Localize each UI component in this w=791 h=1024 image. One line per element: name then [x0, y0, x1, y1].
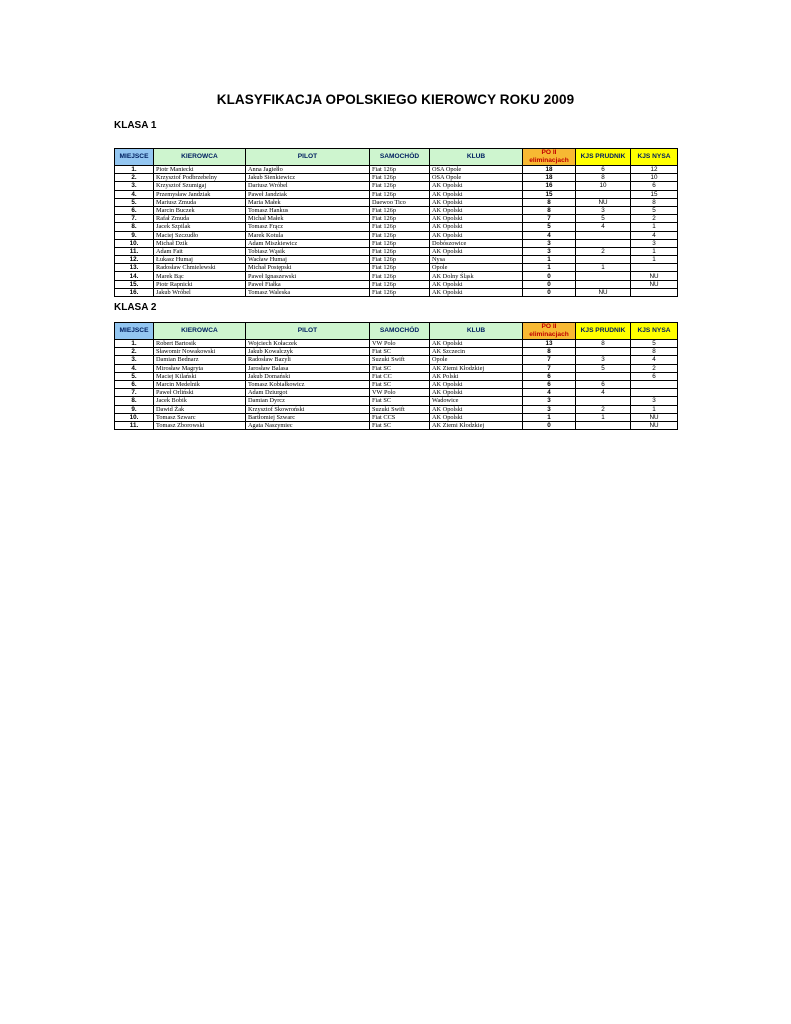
header-pilot: PILOT	[246, 323, 370, 340]
cell-kjs-prudnik	[576, 348, 631, 356]
table-row	[115, 380, 678, 388]
header-klub: KLUB	[430, 149, 523, 166]
cell-pilot: Paweł Jandziak	[246, 190, 370, 198]
cell-miejsce: 8.	[115, 397, 154, 405]
cell-klub: AK Opolski	[430, 413, 523, 421]
cell-pilot: Maria Małek	[246, 198, 370, 206]
cell-samochod: Suzuki Swift	[370, 405, 430, 413]
table-row	[115, 280, 678, 288]
cell-po-ii: 8	[523, 206, 576, 214]
table-row	[115, 174, 678, 182]
header-po-line2: eliminacjach	[529, 157, 569, 164]
cell-kierowca: Jacek Szpilak	[154, 223, 246, 231]
cell-pilot: Tomasz Waleska	[246, 288, 370, 296]
cell-samochod: Fiat 126p	[370, 215, 430, 223]
cell-kjs-nysa: 4	[631, 356, 678, 364]
table-row	[115, 182, 678, 190]
cell-samochod: Fiat CC	[370, 372, 430, 380]
table-row	[115, 364, 678, 372]
cell-kierowca: Rafał Zmuda	[154, 215, 246, 223]
cell-samochod: Fiat 126p	[370, 247, 430, 255]
cell-pilot: Wacław Humaj	[246, 256, 370, 264]
cell-po-ii: 3	[523, 239, 576, 247]
cell-miejsce: 14.	[115, 272, 154, 280]
cell-po-ii: 15	[523, 190, 576, 198]
cell-pilot: Jakub Domański	[246, 372, 370, 380]
cell-klub: OSA Opole	[430, 174, 523, 182]
cell-pilot: Jakub Sienkiewicz	[246, 174, 370, 182]
table-row	[115, 264, 678, 272]
cell-kjs-nysa	[631, 389, 678, 397]
cell-kierowca: Sławomir Nowakowski	[154, 348, 246, 356]
cell-kjs-prudnik: NU	[576, 288, 631, 296]
cell-kjs-prudnik: 8	[576, 174, 631, 182]
cell-kjs-prudnik	[576, 272, 631, 280]
cell-po-ii: 7	[523, 364, 576, 372]
cell-kjs-prudnik: 1	[576, 264, 631, 272]
cell-pilot: Michał Postępski	[246, 264, 370, 272]
klasa-1-heading: KLASA 1	[114, 120, 157, 131]
cell-kjs-nysa: 1	[631, 256, 678, 264]
cell-samochod: Fiat SC	[370, 364, 430, 372]
cell-klub: AK Opolski	[430, 215, 523, 223]
cell-kierowca: Mirosław Magryta	[154, 364, 246, 372]
cell-kjs-prudnik: 3	[576, 206, 631, 214]
table-row	[115, 166, 678, 174]
cell-kjs-prudnik: 2	[576, 247, 631, 255]
cell-klub: OSA Opole	[430, 166, 523, 174]
cell-kjs-prudnik	[576, 239, 631, 247]
cell-kjs-nysa: 8	[631, 348, 678, 356]
cell-kjs-nysa: 3	[631, 239, 678, 247]
cell-kjs-nysa: 1	[631, 247, 678, 255]
cell-kierowca: Marcin Buczek	[154, 206, 246, 214]
cell-klub: Dobószowice	[430, 239, 523, 247]
cell-pilot: Tomasz Kobiałkowicz	[246, 380, 370, 388]
header-kjs-prudnik: KJS PRUDNIK	[576, 323, 631, 340]
cell-kjs-nysa: 6	[631, 372, 678, 380]
cell-kjs-prudnik	[576, 421, 631, 429]
cell-po-ii: 7	[523, 356, 576, 364]
cell-samochod: Fiat 126p	[370, 288, 430, 296]
cell-kierowca: Krzysztof Podbrzebelny	[154, 174, 246, 182]
cell-po-ii: 4	[523, 231, 576, 239]
cell-miejsce: 7.	[115, 215, 154, 223]
cell-pilot: Paweł Fiałka	[246, 280, 370, 288]
cell-pilot: Radosław Bazyli	[246, 356, 370, 364]
cell-miejsce: 1.	[115, 340, 154, 348]
cell-kierowca: Marek Bąc	[154, 272, 246, 280]
klasa-1-body	[115, 166, 678, 297]
cell-miejsce: 4.	[115, 364, 154, 372]
cell-samochod: Fiat SC	[370, 348, 430, 356]
cell-po-ii: 0	[523, 288, 576, 296]
cell-klub: AK Opolski	[430, 405, 523, 413]
cell-samochod: Fiat 126p	[370, 206, 430, 214]
cell-klub: Opole	[430, 356, 523, 364]
cell-samochod: Fiat 126p	[370, 182, 430, 190]
cell-kjs-prudnik	[576, 231, 631, 239]
cell-kjs-prudnik: 4	[576, 223, 631, 231]
cell-samochod: Suzuki Swift	[370, 356, 430, 364]
cell-kjs-nysa: 5	[631, 206, 678, 214]
cell-kjs-nysa	[631, 288, 678, 296]
table-row	[115, 239, 678, 247]
table-row	[115, 397, 678, 405]
cell-kjs-nysa: 5	[631, 340, 678, 348]
header-pilot: PILOT	[246, 149, 370, 166]
cell-pilot: Jarosław Balasa	[246, 364, 370, 372]
cell-miejsce: 9.	[115, 231, 154, 239]
cell-po-ii: 1	[523, 264, 576, 272]
cell-po-ii: 18	[523, 174, 576, 182]
table-row	[115, 405, 678, 413]
cell-pilot: Tomasz Frącz	[246, 223, 370, 231]
header-po-ii	[523, 149, 576, 166]
cell-kierowca: Michał Dzik	[154, 239, 246, 247]
cell-pilot: Wojciech Kołaczek	[246, 340, 370, 348]
cell-miejsce: 4.	[115, 190, 154, 198]
cell-kierowca: Paweł Orliński	[154, 389, 246, 397]
cell-miejsce: 2.	[115, 174, 154, 182]
cell-kjs-prudnik: 1	[576, 413, 631, 421]
cell-pilot: Dariusz Wróbel	[246, 182, 370, 190]
cell-kjs-prudnik: NU	[576, 198, 631, 206]
klasa-1-table	[114, 148, 678, 297]
cell-pilot: Anna Jagiełło	[246, 166, 370, 174]
cell-kjs-prudnik: 2	[576, 405, 631, 413]
cell-pilot: Jakub Kowalczyk	[246, 348, 370, 356]
table-row	[115, 389, 678, 397]
table-row	[115, 356, 678, 364]
table-row	[115, 413, 678, 421]
cell-samochod: VW Polo	[370, 389, 430, 397]
cell-kierowca: Piotr Rapnicki	[154, 280, 246, 288]
cell-kjs-prudnik: 10	[576, 182, 631, 190]
cell-miejsce: 6.	[115, 380, 154, 388]
cell-kjs-nysa: 8	[631, 198, 678, 206]
table-row	[115, 288, 678, 296]
cell-samochod: Fiat 126p	[370, 256, 430, 264]
cell-kierowca: Krzysztof Szumigaj	[154, 182, 246, 190]
cell-miejsce: 3.	[115, 182, 154, 190]
cell-po-ii: 5	[523, 223, 576, 231]
header-kierowca: KIEROWCA	[154, 149, 246, 166]
cell-klub: AK Polski	[430, 372, 523, 380]
table-row	[115, 348, 678, 356]
cell-klub: AK Opolski	[430, 380, 523, 388]
table-row	[115, 215, 678, 223]
cell-pilot: Marek Kotula	[246, 231, 370, 239]
cell-kierowca: Piotr Maniecki	[154, 166, 246, 174]
cell-kjs-nysa: NU	[631, 413, 678, 421]
header-samochod: SAMOCHÓD	[370, 149, 430, 166]
cell-kjs-prudnik	[576, 190, 631, 198]
klasa-2-body	[115, 340, 678, 430]
cell-kjs-prudnik: 5	[576, 215, 631, 223]
header-po-line1: PO II	[541, 323, 557, 330]
table-row	[115, 223, 678, 231]
cell-miejsce: 12.	[115, 256, 154, 264]
cell-miejsce: 11.	[115, 247, 154, 255]
cell-kjs-prudnik: 6	[576, 166, 631, 174]
table-row	[115, 256, 678, 264]
table-row	[115, 206, 678, 214]
cell-klub: AK Opolski	[430, 231, 523, 239]
cell-kjs-nysa: 4	[631, 231, 678, 239]
header-kjs-nysa: KJS NYSA	[631, 323, 678, 340]
cell-kierowca: Przemysław Jandziak	[154, 190, 246, 198]
cell-miejsce: 6.	[115, 206, 154, 214]
cell-samochod: Fiat 126p	[370, 231, 430, 239]
cell-klub: AK Opolski	[430, 223, 523, 231]
cell-kjs-nysa: 1	[631, 223, 678, 231]
cell-po-ii: 18	[523, 166, 576, 174]
table-row	[115, 198, 678, 206]
table-row	[115, 231, 678, 239]
cell-pilot: Damian Dyrcz	[246, 397, 370, 405]
cell-klub: AK Opolski	[430, 389, 523, 397]
cell-kierowca: Damian Bednarz	[154, 356, 246, 364]
cell-pilot: Adam Miszkiewicz	[246, 239, 370, 247]
cell-kjs-prudnik	[576, 280, 631, 288]
table-row	[115, 190, 678, 198]
cell-miejsce: 7.	[115, 389, 154, 397]
cell-kjs-prudnik: 8	[576, 340, 631, 348]
cell-po-ii: 13	[523, 340, 576, 348]
cell-samochod: Fiat 126p	[370, 264, 430, 272]
cell-miejsce: 8.	[115, 223, 154, 231]
cell-kjs-nysa: 12	[631, 166, 678, 174]
cell-kjs-nysa: 3	[631, 397, 678, 405]
cell-kjs-nysa: 10	[631, 174, 678, 182]
header-kjs-prudnik: KJS PRUDNIK	[576, 149, 631, 166]
cell-kjs-nysa: NU	[631, 280, 678, 288]
cell-po-ii: 0	[523, 280, 576, 288]
cell-samochod: Fiat 126p	[370, 223, 430, 231]
cell-samochod: Fiat 126p	[370, 190, 430, 198]
cell-pilot: Krzysztof Skowroński	[246, 405, 370, 413]
cell-kjs-nysa: 15	[631, 190, 678, 198]
header-kjs-nysa: KJS NYSA	[631, 149, 678, 166]
cell-miejsce: 3.	[115, 356, 154, 364]
cell-kierowca: Robert Bartosik	[154, 340, 246, 348]
cell-po-ii: 0	[523, 272, 576, 280]
cell-kjs-nysa: 2	[631, 364, 678, 372]
cell-klub: AK Szczecin	[430, 348, 523, 356]
table-row	[115, 372, 678, 380]
cell-klub: AK Opolski	[430, 340, 523, 348]
cell-po-ii: 3	[523, 397, 576, 405]
cell-klub: AK Dolny Śląsk	[430, 272, 523, 280]
cell-kjs-nysa: 2	[631, 215, 678, 223]
cell-kjs-prudnik	[576, 397, 631, 405]
cell-miejsce: 1.	[115, 166, 154, 174]
cell-samochod: Fiat 126p	[370, 166, 430, 174]
cell-kjs-prudnik	[576, 372, 631, 380]
cell-kjs-nysa: NU	[631, 272, 678, 280]
cell-klub: AK Opolski	[430, 190, 523, 198]
cell-miejsce: 15.	[115, 280, 154, 288]
cell-kjs-nysa	[631, 380, 678, 388]
table-row	[115, 421, 678, 429]
cell-klub: AK Ziemi Kłodzkiej	[430, 421, 523, 429]
cell-kierowca: Dawid Żak	[154, 405, 246, 413]
cell-klub: AK Opolski	[430, 198, 523, 206]
cell-klub: Opole	[430, 264, 523, 272]
cell-kierowca: Mariusz Zmuda	[154, 198, 246, 206]
cell-miejsce: 16.	[115, 288, 154, 296]
cell-po-ii: 1	[523, 256, 576, 264]
cell-kjs-prudnik: 6	[576, 380, 631, 388]
header-klub: KLUB	[430, 323, 523, 340]
table-header-row	[115, 149, 678, 166]
cell-kjs-nysa: 1	[631, 405, 678, 413]
cell-pilot: Tomasz Hankus	[246, 206, 370, 214]
cell-kierowca: Maciej Kilański	[154, 372, 246, 380]
header-miejsce: MIEJSCE	[115, 149, 154, 166]
cell-samochod: Fiat 126p	[370, 239, 430, 247]
cell-samochod: Fiat CCS	[370, 413, 430, 421]
table-row	[115, 247, 678, 255]
cell-po-ii: 7	[523, 215, 576, 223]
cell-kierowca: Radosław Chmielewski	[154, 264, 246, 272]
cell-klub: AK Opolski	[430, 182, 523, 190]
cell-kjs-prudnik: 5	[576, 364, 631, 372]
cell-po-ii: 8	[523, 348, 576, 356]
cell-kjs-nysa: 6	[631, 182, 678, 190]
cell-po-ii: 6	[523, 372, 576, 380]
cell-klub: AK Opolski	[430, 288, 523, 296]
klasa-2-heading: KLASA 2	[114, 302, 157, 313]
cell-samochod: Fiat SC	[370, 380, 430, 388]
cell-pilot: Adam Dziurgot	[246, 389, 370, 397]
cell-kjs-prudnik: 3	[576, 356, 631, 364]
cell-po-ii: 8	[523, 198, 576, 206]
cell-kierowca: Jacek Bobik	[154, 397, 246, 405]
cell-kjs-prudnik	[576, 256, 631, 264]
cell-klub: AK Opolski	[430, 247, 523, 255]
cell-kjs-nysa	[631, 264, 678, 272]
cell-samochod: VW Polo	[370, 340, 430, 348]
cell-pilot: Michał Małek	[246, 215, 370, 223]
cell-klub: AK Ziemi Kłodzkiej	[430, 364, 523, 372]
header-po-line2: eliminacjach	[529, 331, 569, 338]
cell-po-ii: 3	[523, 247, 576, 255]
header-miejsce: MIEJSCE	[115, 323, 154, 340]
cell-po-ii: 0	[523, 421, 576, 429]
cell-miejsce: 11.	[115, 421, 154, 429]
cell-miejsce: 2.	[115, 348, 154, 356]
cell-samochod: Fiat SC	[370, 421, 430, 429]
cell-po-ii: 6	[523, 380, 576, 388]
cell-pilot: Agata Naszymiec	[246, 421, 370, 429]
cell-kierowca: Jakub Wróbel	[154, 288, 246, 296]
cell-miejsce: 10.	[115, 413, 154, 421]
cell-klub: Wadowice	[430, 397, 523, 405]
header-po-ii	[523, 323, 576, 340]
cell-miejsce: 9.	[115, 405, 154, 413]
cell-kierowca: Łukasz Humaj	[154, 256, 246, 264]
cell-samochod: Fiat SC	[370, 397, 430, 405]
cell-samochod: Fiat 126p	[370, 174, 430, 182]
page-title: KLASYFIKACJA OPOLSKIEGO KIEROWCY ROKU 2009	[216, 92, 575, 107]
header-samochod: SAMOCHÓD	[370, 323, 430, 340]
cell-miejsce: 5.	[115, 198, 154, 206]
header-po-line1: PO II	[541, 149, 557, 156]
cell-samochod: Fiat 126p	[370, 272, 430, 280]
cell-po-ii: 16	[523, 182, 576, 190]
cell-po-ii: 4	[523, 389, 576, 397]
cell-samochod: Daewoo Tico	[370, 198, 430, 206]
cell-miejsce: 13.	[115, 264, 154, 272]
header-kierowca: KIEROWCA	[154, 323, 246, 340]
cell-po-ii: 3	[523, 405, 576, 413]
cell-kierowca: Tomasz Zborowski	[154, 421, 246, 429]
cell-pilot: Bartłomiej Szwarc	[246, 413, 370, 421]
cell-pilot: Paweł Ignaszewski	[246, 272, 370, 280]
cell-miejsce: 5.	[115, 372, 154, 380]
cell-kjs-nysa: NU	[631, 421, 678, 429]
cell-po-ii: 1	[523, 413, 576, 421]
cell-kierowca: Adam Fait	[154, 247, 246, 255]
klasa-2-table	[114, 322, 678, 430]
cell-pilot: Tobiasz Wąsik	[246, 247, 370, 255]
cell-samochod: Fiat 126p	[370, 280, 430, 288]
cell-miejsce: 10.	[115, 239, 154, 247]
cell-klub: AK Opolski	[430, 206, 523, 214]
table-row	[115, 272, 678, 280]
cell-kjs-prudnik: 4	[576, 389, 631, 397]
cell-kierowca: Tomasz Szwarc	[154, 413, 246, 421]
cell-klub: Nysa	[430, 256, 523, 264]
table-header-row	[115, 323, 678, 340]
cell-kierowca: Maciej Szczudło	[154, 231, 246, 239]
cell-kierowca: Marcin Medelnik	[154, 380, 246, 388]
table-row	[115, 340, 678, 348]
cell-klub: AK Opolski	[430, 280, 523, 288]
